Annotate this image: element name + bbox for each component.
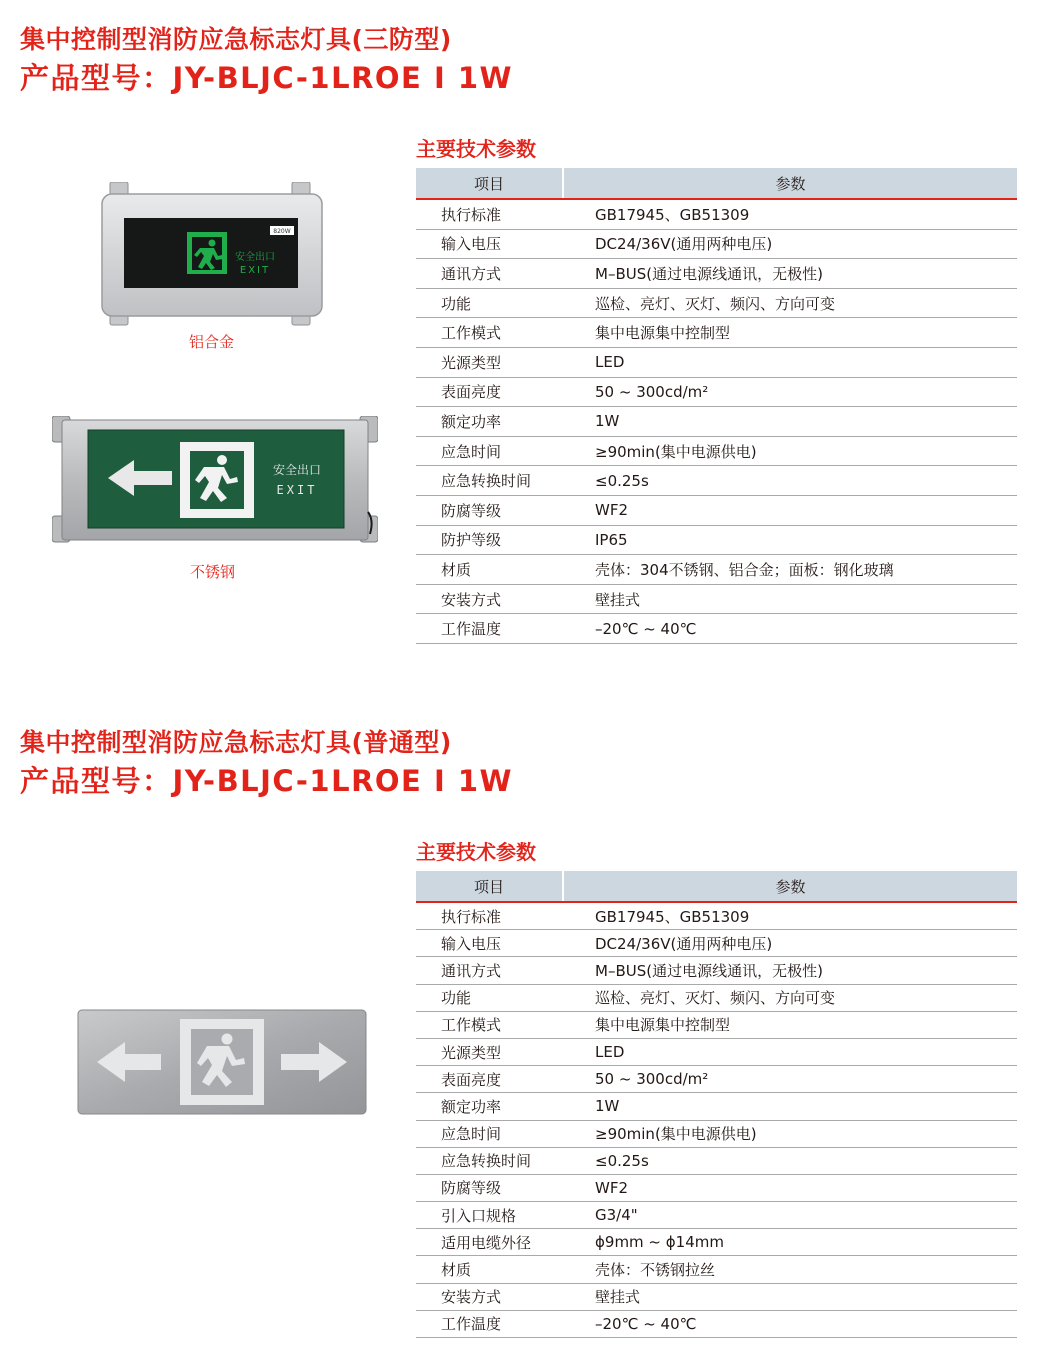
header-item: 项目	[416, 168, 563, 199]
table-row	[416, 1093, 1017, 1120]
brushed-steel-exit-sign-image	[77, 1009, 367, 1115]
table-row	[416, 288, 1017, 318]
row-key: 应急时间	[416, 1120, 563, 1147]
table-row	[416, 1310, 1017, 1337]
row-key: 通讯方式	[416, 957, 563, 984]
row-value: –20℃ ~ 40℃	[563, 1310, 1017, 1337]
section1-model-number: 产品型号：JY-BLJC-1LROE I 1W	[20, 61, 514, 95]
row-value: 集中电源集中控制型	[563, 318, 1017, 348]
row-key: 安装方式	[416, 584, 563, 614]
row-value: 1W	[563, 407, 1017, 437]
section1-title: 集中控制型消防应急标志灯具(三防型)	[20, 25, 452, 54]
row-value: ϕ9mm ~ ϕ14mm	[563, 1229, 1017, 1256]
table-row	[416, 199, 1017, 229]
row-key: 材质	[416, 555, 563, 585]
row-key: 光源类型	[416, 347, 563, 377]
row-value: ≥90min(集中电源供电)	[563, 436, 1017, 466]
row-key: 光源类型	[416, 1038, 563, 1065]
svg-text:820W: 820W	[273, 228, 291, 235]
section2-spec-table	[416, 871, 1017, 1338]
table-header-row	[416, 871, 1017, 902]
row-key: 应急转换时间	[416, 1147, 563, 1174]
table-row	[416, 407, 1017, 437]
table-row	[416, 347, 1017, 377]
row-value: GB17945、GB51309	[563, 902, 1017, 930]
table-row	[416, 930, 1017, 957]
table-row	[416, 1120, 1017, 1147]
row-key: 工作温度	[416, 1310, 563, 1337]
row-value: 巡检、亮灯、灭灯、频闪、方向可变	[563, 984, 1017, 1011]
row-key: 工作温度	[416, 614, 563, 644]
row-value: WF2	[563, 495, 1017, 525]
row-key: 额定功率	[416, 1093, 563, 1120]
row-value: ≤0.25s	[563, 466, 1017, 496]
row-key: 表面亮度	[416, 377, 563, 407]
row-key: 防护等级	[416, 525, 563, 555]
sign-label-en: EXIT	[239, 265, 271, 276]
table-row	[416, 984, 1017, 1011]
row-key: 通讯方式	[416, 259, 563, 289]
row-key: 执行标准	[416, 902, 563, 930]
row-key: 输入电压	[416, 229, 563, 259]
row-key: 额定功率	[416, 407, 563, 437]
row-value: 巡检、亮灯、灭灯、频闪、方向可变	[563, 288, 1017, 318]
row-key: 工作模式	[416, 1011, 563, 1038]
table-row	[416, 1038, 1017, 1065]
table-row	[416, 1174, 1017, 1201]
row-value: 50 ~ 300cd/m²	[563, 1066, 1017, 1093]
sign-label-cn: 安全出口	[235, 252, 275, 263]
row-value: LED	[563, 347, 1017, 377]
row-value: ≤0.25s	[563, 1147, 1017, 1174]
section2-title: 集中控制型消防应急标志灯具(普通型)	[20, 728, 452, 757]
table-header-row	[416, 168, 1017, 199]
row-value: 50 ~ 300cd/m²	[563, 377, 1017, 407]
table-row	[416, 525, 1017, 555]
table-row	[416, 259, 1017, 289]
sign-label-en: EXIT	[276, 483, 318, 497]
table-row	[416, 1066, 1017, 1093]
row-value: DC24/36V(通用两种电压)	[563, 229, 1017, 259]
row-value: 壁挂式	[563, 1283, 1017, 1310]
row-key: 表面亮度	[416, 1066, 563, 1093]
row-value: M–BUS(通过电源线通讯，无极性)	[563, 957, 1017, 984]
stainless-exit-sign-image	[52, 416, 378, 544]
table-row	[416, 614, 1017, 644]
row-key: 功能	[416, 984, 563, 1011]
table-row	[416, 555, 1017, 585]
row-key: 功能	[416, 288, 563, 318]
header-item: 项目	[416, 871, 563, 902]
table-row	[416, 229, 1017, 259]
row-key: 输入电压	[416, 930, 563, 957]
row-value: GB17945、GB51309	[563, 199, 1017, 229]
section2-spec-heading: 主要技术参数	[416, 840, 536, 864]
header-param: 参数	[563, 871, 1017, 902]
row-value: 1W	[563, 1093, 1017, 1120]
row-value: ≥90min(集中电源供电)	[563, 1120, 1017, 1147]
row-value: DC24/36V(通用两种电压)	[563, 930, 1017, 957]
row-key: 安装方式	[416, 1283, 563, 1310]
row-value: 集中电源集中控制型	[563, 1011, 1017, 1038]
row-value: LED	[563, 1038, 1017, 1065]
row-value: 壁挂式	[563, 584, 1017, 614]
row-value: G3/4"	[563, 1202, 1017, 1229]
table-row	[416, 1011, 1017, 1038]
table-row	[416, 1147, 1017, 1174]
row-key: 应急转换时间	[416, 466, 563, 496]
sign-label-cn: 安全出口	[272, 463, 322, 477]
row-key: 防腐等级	[416, 1174, 563, 1201]
table-row	[416, 584, 1017, 614]
row-value: 壳体：不锈钢拉丝	[563, 1256, 1017, 1283]
row-value: 壳体：304不锈钢、铝合金；面板：钢化玻璃	[563, 555, 1017, 585]
product-caption-stainless: 不锈钢	[190, 563, 236, 581]
row-value: IP65	[563, 525, 1017, 555]
table-row	[416, 436, 1017, 466]
section1-spec-table	[416, 168, 1017, 644]
row-key: 防腐等级	[416, 495, 563, 525]
product-caption-aluminum: 铝合金	[189, 333, 235, 351]
row-value: WF2	[563, 1174, 1017, 1201]
section2-model-number: 产品型号：JY-BLJC-1LROE I 1W	[20, 764, 514, 798]
table-row	[416, 495, 1017, 525]
row-value: –20℃ ~ 40℃	[563, 614, 1017, 644]
header-param: 参数	[563, 168, 1017, 199]
row-key: 适用电缆外径	[416, 1229, 563, 1256]
table-row	[416, 957, 1017, 984]
row-key: 材质	[416, 1256, 563, 1283]
row-key: 引入口规格	[416, 1202, 563, 1229]
row-value: M–BUS(通过电源线通讯，无极性)	[563, 259, 1017, 289]
table-row	[416, 1283, 1017, 1310]
section1-spec-heading: 主要技术参数	[416, 137, 536, 161]
table-row	[416, 1202, 1017, 1229]
table-row	[416, 377, 1017, 407]
table-row	[416, 318, 1017, 348]
table-row	[416, 1229, 1017, 1256]
row-key: 执行标准	[416, 199, 563, 229]
aluminum-exit-sign-image	[100, 182, 325, 327]
table-row	[416, 466, 1017, 496]
row-key: 应急时间	[416, 436, 563, 466]
table-row	[416, 1256, 1017, 1283]
row-key: 工作模式	[416, 318, 563, 348]
table-row	[416, 902, 1017, 930]
